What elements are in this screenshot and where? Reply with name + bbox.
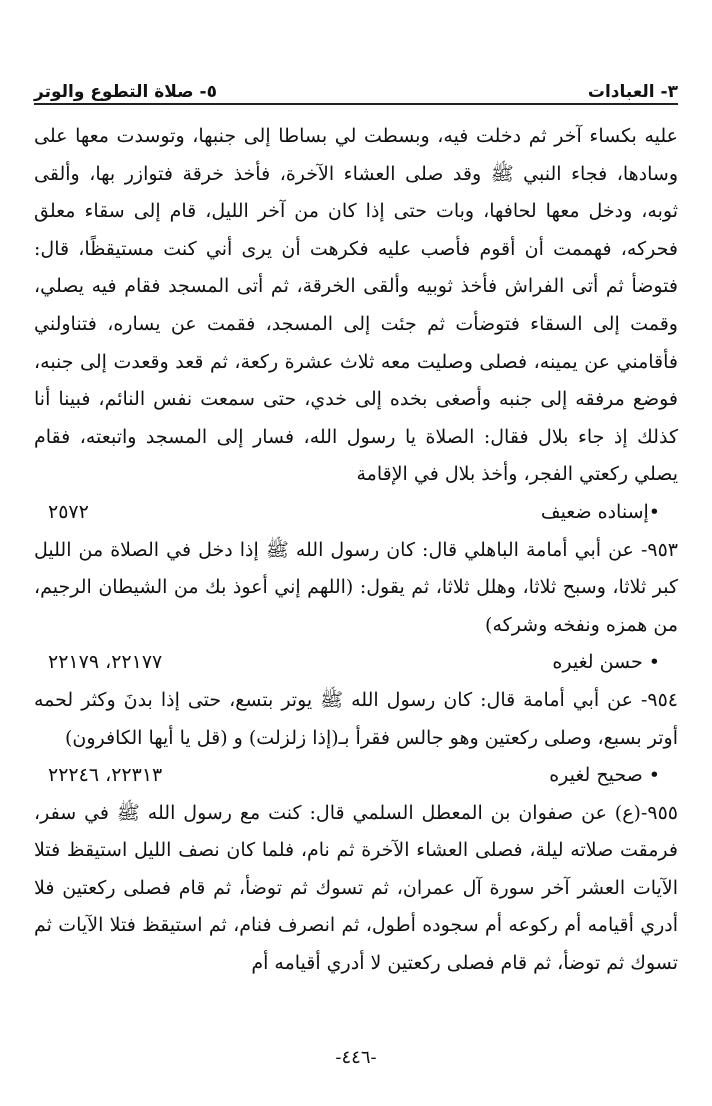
hadith-refs: ٢٥٧٢ [48,500,89,523]
header-chapter: ٣- العبادات [587,82,678,102]
header-section: ٥- صلاة التطوع والوتر [34,82,217,102]
hadith-grade: • حسن لغيره [552,651,660,674]
grade-row [34,757,678,795]
grade-row [34,494,678,532]
hadith-955: ٩٥٥-(ع) عن صفوان بن المعطل السلمي قال: كنت مع رسول الله ﷺ في سفر، فرمقت صلاته ليلة، فصلى العشاء الآخرة ثم نام، فلما كان نصف الليل استيقظ فتلا الآيات العشر آخر سورة آل عمران، ثم تسوك ثم توضأ، ثم قام فصلى ركعتين فلا أدري أقيامه أم ركوعه أم سجوده أطول، ثم انصرف فنام، ثم استيقظ فتلا الآيات ثم تسوك ثم توضأ، ثم قام فصلى ركعتين لا أدري أقيامه أم [34,801,678,975]
hadith-grade: •إسناده ضعيف [540,500,660,523]
page-number: -٤٤٦- [335,1047,377,1068]
hadith-grade: • صحيح لغيره [549,764,660,787]
running-header [34,62,678,102]
hadith-refs: ٢٢١٧٧، ٢٢١٧٩ [48,651,163,674]
header-divider [34,103,678,105]
hadith-953: ٩٥٣- عن أبي أمامة الباهلي قال: كان رسول الله ﷺ إذا دخل في الصلاة من الليل كبر ثلاثا، وسبح ثلاثا، وهلل ثلاثا، ثم يقول: (اللهم إني أعوذ بك من الشيطان الرجيم، من همزه ونفخه وشركه) [34,538,678,636]
hadith-continuation: عليه بكساء آخر ثم دخلت فيه، وبسطت لي بساطا إلى جنبها، وتوسدت معها على وسادها، فجاء النبي ﷺ وقد صلى العشاء الآخرة، فأخذ خرقة فتوازر بها، وألقى ثوبه، ودخل معها لحافها، وبات حتى إذا كان من آخر الليل، قام إلى سقاء معلق فحركه، فهممت أن أقوم فأصب عليه فكرهت أن يرى أني كنت مستيقظًا، قال: فتوضأ ثم أتى الفراش فأخذ ثوبيه وألقى الخرقة، ثم أتى المسجد فقام فيه يصلي، وقمت إلى السقاء فتوضأت ثم جئت إلى المسجد، فقمت عن يساره، فتناولني فأقامني عن يمينه، فصلى وصليت معه ثلاث عشرة ركعة، ثم قعد وقعدت إلى جنبه، فوضع مرفقه إلى جنبه وأصغى بخده إلى خدي، حتى سمعت نفس النائم، فبينا أنا كذلك إذ جاء بلال فقال: الصلاة يا رسول الله، فسار إلى المسجد واتبعته، فقام يصلي ركعتي الفجر، وأخذ بلال في الإقامة [34,125,678,486]
hadith-refs: ٢٢٣١٣، ٢٢٢٤٦ [48,764,163,787]
hadith-954: ٩٥٤- عن أبي أمامة قال: كان رسول الله ﷺ يوتر بتسع، حتى إذا بدنَ وكثر لحمه أوتر بسبع، وصلى ركعتين وهو جالس فقرأ بـ(إذا زلزلت) و (قل يا أيها الكافرون) [34,688,678,749]
main-text [34,118,678,983]
grade-row [34,644,678,682]
